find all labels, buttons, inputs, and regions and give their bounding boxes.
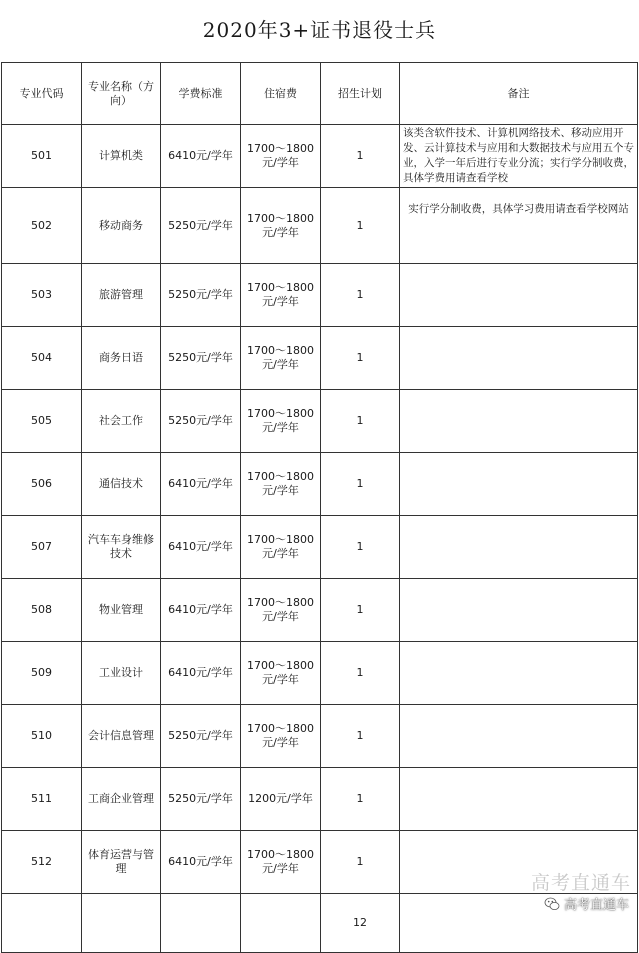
tuition-table [1,62,638,953]
major-code: 501 [2,125,82,188]
remark [400,516,638,579]
major-code: 505 [2,390,82,453]
enrollment-plan: 1 [321,642,400,705]
tuition-fee: 5250元/学年 [161,768,241,831]
wechat-icon [544,896,560,912]
enrollment-plan: 1 [321,768,400,831]
dorm-fee: 1700～1800元/学年 [241,125,321,188]
dorm-fee: 1700～1800元/学年 [241,188,321,264]
dorm-fee: 1700～1800元/学年 [241,516,321,579]
major-code: 502 [2,188,82,264]
tuition-fee: 6410元/学年 [161,831,241,894]
remark [400,705,638,768]
major-name: 商务日语 [82,327,161,390]
header-plan: 招生计划 [321,63,400,125]
major-name: 计算机类 [82,125,161,188]
major-name: 汽车车身维修技术 [82,516,161,579]
major-code: 503 [2,264,82,327]
enrollment-plan: 1 [321,453,400,516]
remark [400,390,638,453]
enrollment-plan: 1 [321,188,400,264]
major-name: 工业设计 [82,642,161,705]
tuition-fee: 5250元/学年 [161,264,241,327]
page-title: 2020年3+证书退役士兵 [202,18,437,42]
remark [400,642,638,705]
major-code: 504 [2,327,82,390]
dorm-fee: 1700～1800元/学年 [241,264,321,327]
remark [400,327,638,390]
total-plan: 12 [321,894,400,953]
tuition-fee: 6410元/学年 [161,453,241,516]
dorm-fee: 1700～1800元/学年 [241,453,321,516]
enrollment-plan: 1 [321,579,400,642]
enrollment-plan: 1 [321,327,400,390]
major-name: 物业管理 [82,579,161,642]
remark [400,453,638,516]
major-code: 511 [2,768,82,831]
tuition-fee: 6410元/学年 [161,579,241,642]
remark: 实行学分制收费，具体学习费用请查看学校网站 [400,188,638,264]
tuition-fee: 5250元/学年 [161,390,241,453]
remark [400,579,638,642]
watermark-label [544,894,629,913]
header-row [2,63,638,125]
total-empty-cell [161,894,241,953]
total-empty-cell [82,894,161,953]
header-code: 专业代码 [2,63,82,125]
enrollment-plan: 1 [321,390,400,453]
table-row [2,705,638,768]
watermark-large-text: 高考直通车 [530,872,631,894]
dorm-fee: 1200元/学年 [241,768,321,831]
table-row [2,579,638,642]
major-name: 移动商务 [82,188,161,264]
dorm-fee: 1700～1800元/学年 [241,831,321,894]
major-name: 通信技术 [82,453,161,516]
header-remark: 备注 [400,63,638,125]
header-dorm: 住宿费 [241,63,321,125]
header-major: 专业名称（方向） [82,63,161,125]
tuition-fee: 5250元/学年 [161,705,241,768]
tuition-fee: 5250元/学年 [161,188,241,264]
tuition-fee: 5250元/学年 [161,327,241,390]
tuition-fee: 6410元/学年 [161,125,241,188]
major-name: 旅游管理 [82,264,161,327]
tuition-fee: 6410元/学年 [161,516,241,579]
major-code: 512 [2,831,82,894]
dorm-fee: 1700～1800元/学年 [241,327,321,390]
major-name: 会计信息管理 [82,705,161,768]
enrollment-plan: 1 [321,264,400,327]
watermark-small-text: 高考直通车 [563,898,629,913]
table-row [2,390,638,453]
enrollment-plan: 1 [321,516,400,579]
table-row [2,516,638,579]
total-empty-cell [241,894,321,953]
header-tuition: 学费标准 [161,63,241,125]
enrollment-plan: 1 [321,705,400,768]
watermark [471,868,631,924]
remark [400,768,638,831]
enrollment-plan: 1 [321,125,400,188]
table-row [2,768,638,831]
tuition-fee: 6410元/学年 [161,642,241,705]
remark: 该类含软件技术、计算机网络技术、移动应用开发、云计算技术与应用和大数据技术与应用五个专业，入学一年后进行专业分流；实行学分制收费，具体学费用请查看学校 [400,125,638,188]
table-row [2,642,638,705]
table-row [2,188,638,264]
dorm-fee: 1700～1800元/学年 [241,642,321,705]
table-row [2,327,638,390]
major-code: 509 [2,642,82,705]
major-name: 社会工作 [82,390,161,453]
table-row [2,453,638,516]
major-code: 510 [2,705,82,768]
enrollment-plan: 1 [321,831,400,894]
remark [400,264,638,327]
dorm-fee: 1700～1800元/学年 [241,390,321,453]
major-code: 507 [2,516,82,579]
major-name: 工商企业管理 [82,768,161,831]
dorm-fee: 1700～1800元/学年 [241,579,321,642]
table-row [2,125,638,188]
total-empty-cell [2,894,82,953]
major-name: 体育运营与管理 [82,831,161,894]
major-code: 508 [2,579,82,642]
dorm-fee: 1700～1800元/学年 [241,705,321,768]
table-row [2,264,638,327]
major-code: 506 [2,453,82,516]
